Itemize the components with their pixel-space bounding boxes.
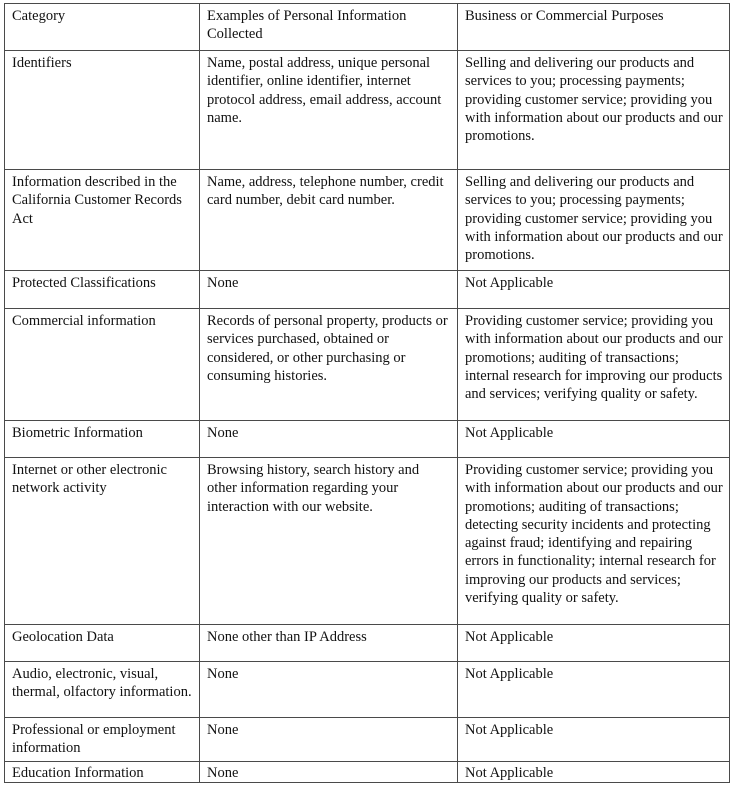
examples-cell: None: [200, 271, 458, 309]
category-cell: Audio, electronic, visual, thermal, olfactory information.: [5, 662, 200, 718]
examples-cell: Name, postal address, unique personal identifier, online identifier, internet protocol address, email address, account name.: [200, 51, 458, 170]
table-row: [5, 170, 730, 271]
examples-cell: None: [200, 662, 458, 718]
category-cell: Protected Classifications: [5, 271, 200, 309]
purposes-cell: Not Applicable: [458, 662, 730, 718]
purposes-cell: Not Applicable: [458, 718, 730, 762]
examples-cell: None other than IP Address: [200, 625, 458, 662]
category-cell: Information described in the California Customer Records Act: [5, 170, 200, 271]
table-row: [5, 421, 730, 458]
header-category: Category: [5, 4, 200, 51]
category-cell: Education Information: [5, 762, 200, 783]
table-row: [5, 458, 730, 625]
purposes-cell: Selling and delivering our products and services to you; processing payments; providing customer service; providing you with information about our products and our promotions.: [458, 170, 730, 271]
table-row: [5, 662, 730, 718]
examples-cell: None: [200, 718, 458, 762]
table-row: [5, 762, 730, 783]
category-cell: Professional or employment information: [5, 718, 200, 762]
examples-cell: Records of personal property, products or services purchased, obtained or considered, or other purchasing or consuming histories.: [200, 309, 458, 421]
examples-cell: None: [200, 421, 458, 458]
category-cell: Commercial information: [5, 309, 200, 421]
category-cell: Identifiers: [5, 51, 200, 170]
purposes-cell: Providing customer service; providing you with information about our products and our promotions; auditing of transactions; detecting security incidents and protecting against fraud; identifying and repairing errors in functionality; internal research for improving our products and services; verifying quality or safety.: [458, 458, 730, 625]
table-row: [5, 718, 730, 762]
examples-cell: Name, address, telephone number, credit card number, debit card number.: [200, 170, 458, 271]
purposes-cell: Not Applicable: [458, 762, 730, 783]
table-row: [5, 309, 730, 421]
purposes-cell: Providing customer service; providing you with information about our products and our promotions; auditing of transactions; internal research for improving our products and services; verifying quality or safety.: [458, 309, 730, 421]
header-purposes: Business or Commercial Purposes: [458, 4, 730, 51]
purposes-cell: Selling and delivering our products and services to you; processing payments; providing customer service; providing you with information about our products and our promotions.: [458, 51, 730, 170]
table-row: [5, 271, 730, 309]
category-cell: Biometric Information: [5, 421, 200, 458]
table-row: [5, 51, 730, 170]
personal-information-table: [4, 3, 730, 783]
purposes-cell: Not Applicable: [458, 271, 730, 309]
examples-cell: Browsing history, search history and other information regarding your interaction with our website.: [200, 458, 458, 625]
examples-cell: None: [200, 762, 458, 783]
table-header-row: [5, 4, 730, 51]
category-cell: Geolocation Data: [5, 625, 200, 662]
purposes-cell: Not Applicable: [458, 421, 730, 458]
category-cell: Internet or other electronic network activity: [5, 458, 200, 625]
table-row: [5, 625, 730, 662]
purposes-cell: Not Applicable: [458, 625, 730, 662]
header-examples: Examples of Personal Information Collected: [200, 4, 458, 51]
